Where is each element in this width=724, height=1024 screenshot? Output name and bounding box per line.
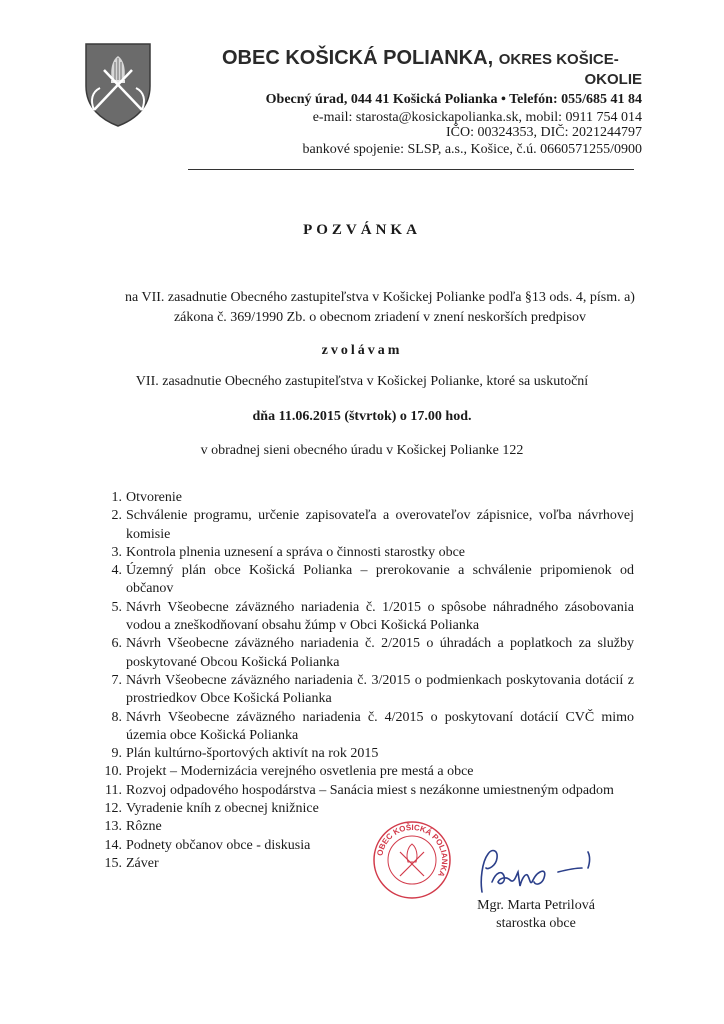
agenda-item-text: Návrh Všeobecne záväzného nariadenia č. 1/2015 o spôsobe náhradného zásobovania vodou a zneškodňovaní obsahu žúmp v Obci Košická Polianka (126, 599, 634, 634)
agenda-item-number: 11. (105, 782, 122, 798)
meeting-date: dňa 11.06.2015 (štvrtok) o 17.00 hod. (252, 409, 472, 424)
agenda-item (88, 709, 634, 746)
agenda-item-number: 10. (104, 764, 122, 780)
agenda-item-number: 6. (111, 636, 122, 652)
signer-block (466, 897, 606, 933)
agenda-item (88, 507, 634, 544)
agenda-item-text: Otvorenie (126, 490, 182, 505)
stamp-text: OBEC KOŠICKÁ POLIANKA (375, 822, 450, 879)
district-name-continued: OKOLIE (584, 71, 642, 88)
header-divider (188, 169, 634, 170)
agenda-item (88, 672, 634, 709)
signer-title: starostka obce (496, 916, 576, 931)
agenda-item-text: Návrh Všeobecne záväzného nariadenia č. 2/2015 o úhradách a poplatkoch za služby poskytované Obcou Košická Polianka (126, 636, 634, 670)
agenda-item-number: 14. (104, 837, 122, 853)
office-address-line: Obecný úrad, 044 41 Košická Polianka • Telefón: 055/685 41 84 (265, 92, 642, 107)
agenda-item-number: 12. (104, 801, 122, 817)
meeting-place: v obradnej sieni obecného úradu v Košickej Polianke 122 (200, 443, 524, 458)
letterhead-title (222, 47, 642, 71)
agenda-item (88, 544, 634, 562)
document-title: POZVÁNKA (303, 222, 421, 238)
agenda-item (88, 745, 634, 763)
agenda-item-number: 9. (111, 746, 122, 762)
agenda-item (88, 818, 634, 836)
agenda-item (88, 782, 634, 800)
signer-name: Mgr. Marta Petrilová (477, 898, 595, 913)
agenda-item (88, 562, 634, 599)
company-ids-line: IČO: 00324353, DIČ: 2021244797 (446, 125, 642, 140)
agenda-item-number: 7. (111, 672, 122, 688)
agenda-item (88, 800, 634, 818)
agenda-item-text: Rôzne (126, 819, 162, 835)
legal-basis-line-1: na VII. zasadnutie Obecného zastupiteľstva v Košickej Polianke podľa §13 ods. 4, písm. a) (125, 290, 635, 305)
agenda-item-number: 2. (111, 508, 122, 524)
contact-line: e-mail: starosta@kosickapolianka.sk, mobil: 0911 754 014 (312, 110, 642, 125)
agenda-item-text: Návrh Všeobecne záväzného nariadenia č. 3/2015 o podmienkach poskytovania dotácií z prostriedkov Obce Košická Polianka (126, 672, 634, 707)
agenda-item-text: Schválenie programu, určenie zapisovateľa a overovateľov zápisnice, voľba návrhovej komisie (126, 508, 634, 542)
district-name: OKRES KOŠICE- (498, 51, 619, 68)
agenda-item (88, 635, 634, 672)
agenda-item-number: 3. (111, 544, 122, 560)
signature-icon (470, 842, 610, 902)
agenda-item-text: Záver (126, 855, 159, 871)
legal-basis-line-2: zákona č. 369/1990 Zb. o obecnom zriadení v znení neskorších predpisov (173, 310, 587, 325)
agenda-item-number: 13. (104, 819, 122, 835)
agenda-item (88, 599, 634, 636)
agenda-item-number: 5. (111, 599, 122, 615)
municipality-name: OBEC KOŠICKÁ POLIANKA, (222, 47, 494, 69)
agenda-item-number: 1. (111, 490, 122, 505)
legal-basis-text (60, 288, 700, 328)
agenda-item-text: Územný plán obce Košická Polianka – prerokovanie a schválenie pripomienok od občanov (126, 563, 634, 597)
official-stamp (372, 820, 452, 900)
coat-of-arms-icon (82, 40, 154, 128)
agenda-item-number: 4. (111, 563, 122, 579)
agenda-item (88, 763, 634, 781)
bank-details-line: bankové spojenie: SLSP, a.s., Košice, č.ú. 0660571255/0900 (302, 142, 642, 157)
agenda-item-text: Rozvoj odpadového hospodárstva – Sanácia miest s nezákonne umiestneným odpadom (126, 782, 614, 798)
convene-heading: zvolávam (321, 343, 403, 358)
agenda-item-text: Plán kultúrno-športových aktivít na rok 2015 (126, 746, 379, 762)
agenda-item (88, 489, 634, 507)
agenda-item-text: Návrh Všeobecne záväzného nariadenia č. 4/2015 o poskytovaní dotácií CVČ mimo územia obce Košická Polianka (126, 709, 634, 743)
meeting-line: VII. zasadnutie Obecného zastupiteľstva v Košickej Polianke, ktoré sa uskutoční (135, 374, 589, 389)
agenda-item-number: 8. (111, 709, 122, 725)
agenda-item-number: 15. (104, 855, 122, 871)
agenda-item-text: Podnety občanov obce - diskusia (126, 837, 311, 853)
agenda-list (88, 489, 634, 873)
agenda-item-text: Vyradenie kníh z obecnej knižnice (126, 801, 319, 817)
agenda-item-text: Projekt – Modernizácia verejného osvetlenia pre mestá a obce (126, 764, 474, 780)
agenda-item-text: Kontrola plnenia uznesení a správa o činnosti starostky obce (126, 544, 466, 560)
